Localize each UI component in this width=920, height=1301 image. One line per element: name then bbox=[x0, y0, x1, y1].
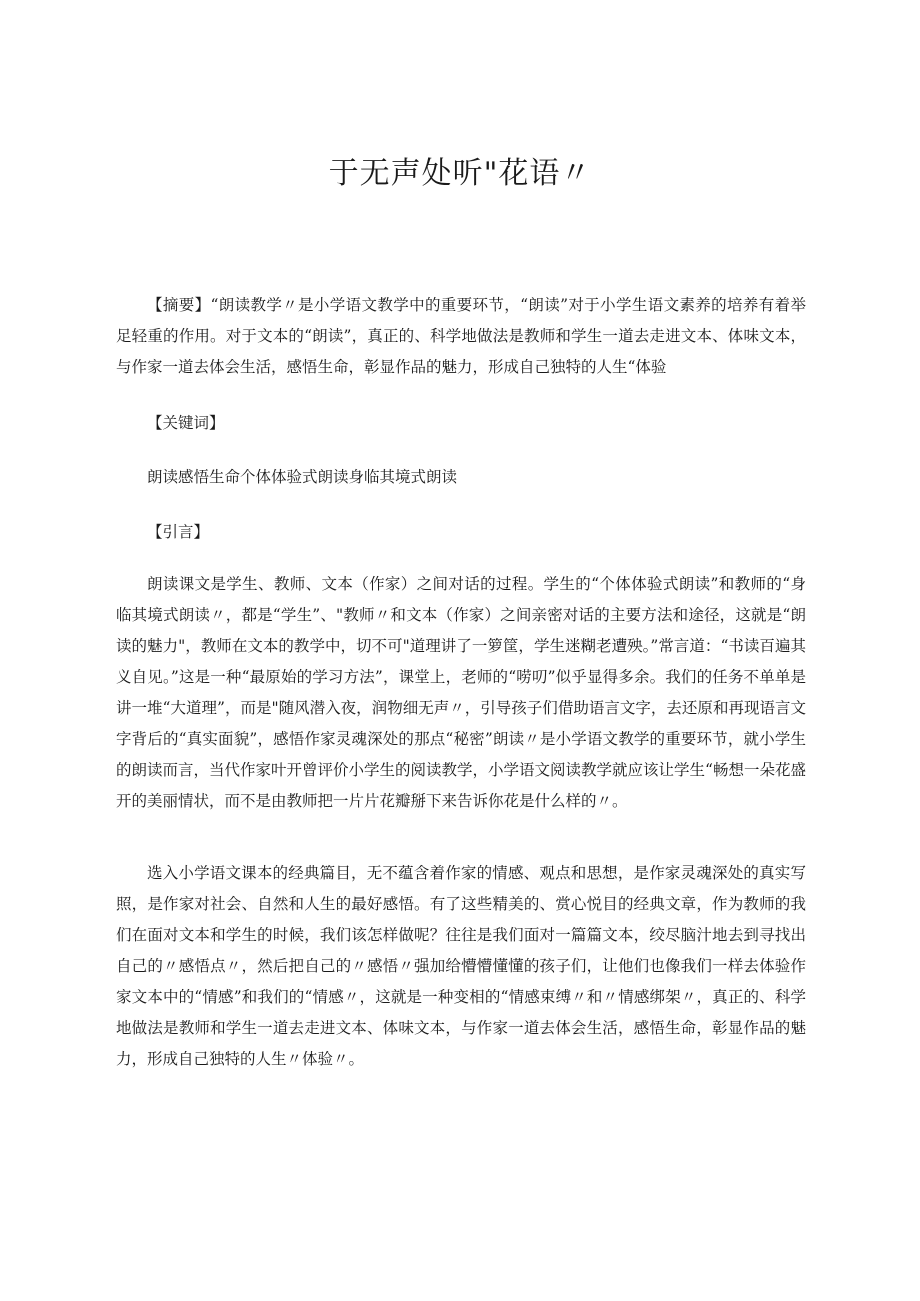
body-paragraph-2: 选入小学语文课本的经典篇目，无不蕴含着作家的情感、观点和思想，是作家灵魂深处的真实写照，是作家对社会、自然和人生的最好感悟。有了这些精美的、赏心悦目的经典文章，作为教师的我们在面对文本和学生的时候，我们该怎样做呢？往往是我们面对一篇篇文本，绞尽脑汁地去到寻找出自己的〃感悟点〃，然后把自己的〃感悟〃强加给懵懵懂懂的孩子们，让他们也像我们一样去体验作家文本中的“情感”和我们的“情感〃，这就是一种变相的“情感束缚〃和〃情感绑架〃，真正的、科学地做法是教师和学生一道去走进文本、体味文本，与作家一道去体会生活，感悟生命，彰显作品的魅力，形成自己独特的人生〃体验〃。 bbox=[116, 864, 806, 1068]
keywords-text: 朗读感悟生命个体体验式朗读身临其境式朗读 bbox=[147, 468, 458, 486]
abstract-paragraph: 【摘要】“朗读教学〃是小学语文教学中的重要环节，“朗读”对于小学生语文素养的培养有着举足轻重的作用。对于文本的“朗读”，真正的、科学地做法是教师和学生一道去走进文本、体味文本，与作家一道去体会生活，感悟生命，彰显作品的魅力，形成自己独特的人生“体验 bbox=[116, 296, 806, 376]
body-paragraph-1: 朗读课文是学生、教师、文本（作家）之间对话的过程。学生的“个体体验式朗读”和教师的“身临其境式朗读〃，都是“学生”、"教师〃和文本（作家）之间亲密对话的主要方法和途径，这就是“朗读的魅力"，教师在文本的教学中，切不可"道理讲了一箩筐，学生迷糊老遭殃。”常言道：“书读百遍其义自见。”这是一种“最原始的学习方法”，课堂上，老师的“唠叨”似乎显得多余。我们的任务不单单是讲一堆“大道理”，而是"随风潜入夜，润物细无声〃，引导孩子们借助语言文字，去还原和再现语言文字背后的“真实面貌”，感悟作家灵魂深处的那点“秘密”朗读〃是小学语文教学的重要环节，就小学生的朗读而言，当代作家叶开曾评价小学生的阅读教学，小学语文阅读教学就应该让学生“畅想一朵花盛开的美丽情状，而不是由教师把一片片花瓣掰下来告诉你花是什么样的〃。 bbox=[116, 575, 806, 810]
document-title: 于无声处听"花语〃 bbox=[328, 156, 592, 191]
keywords-heading: 【关键词】 bbox=[147, 414, 225, 432]
intro-heading: 【引言】 bbox=[147, 523, 210, 541]
